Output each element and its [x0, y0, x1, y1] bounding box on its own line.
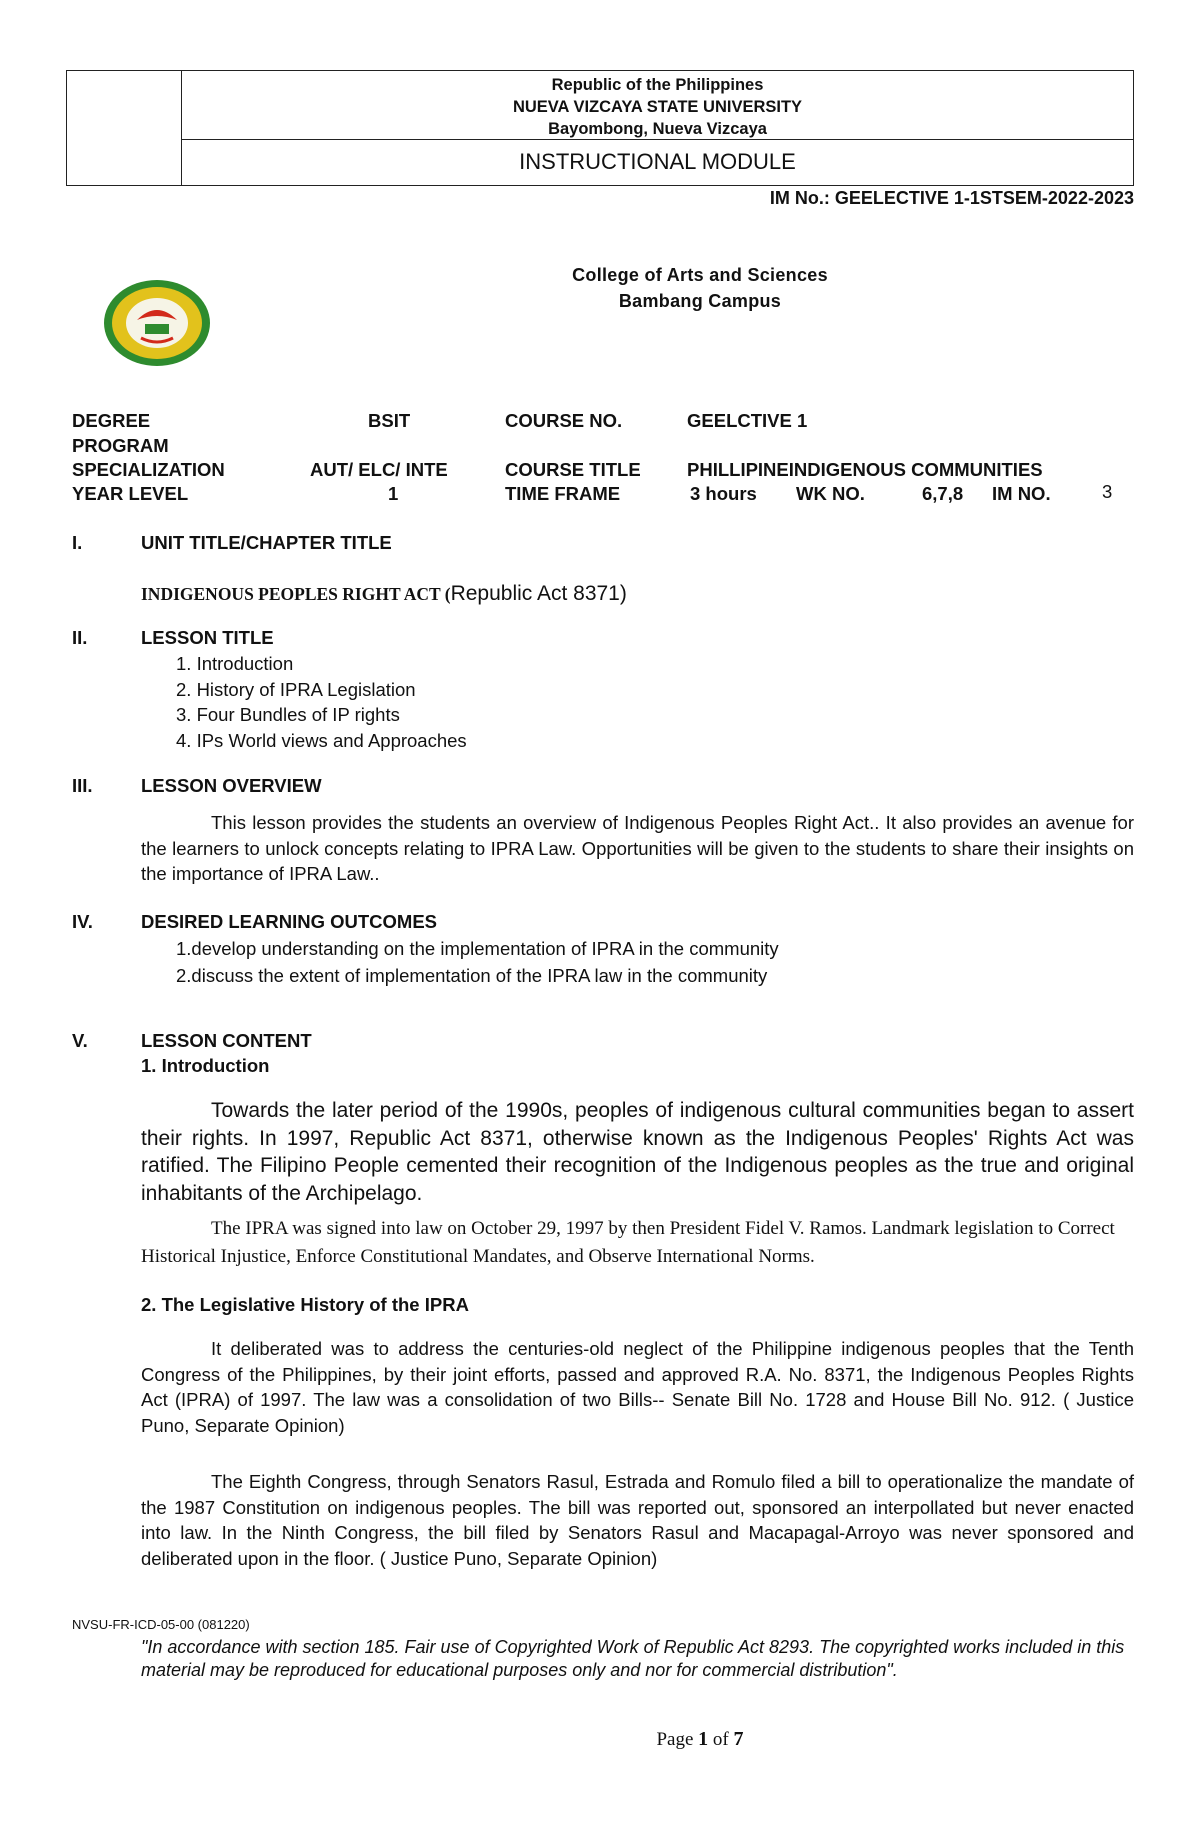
- list-item: 2. History of IPRA Legislation: [176, 678, 416, 700]
- legislative-text-2: The Eighth Congress, through Senators Rasul, Estrada and Romulo filed a bill to operationalize the mandate of the 1987 Constitution on indigenous peoples. The bill was reported out, sponsored an interpollated but never enacted into law. In the Ninth Congress, the bill filed by Senators Rasul and Macapagal-Arroyo was never sponsored and deliberated upon in the floor. ( Justice Puno, Separate Opinion): [141, 1471, 1134, 1570]
- page-current: 1: [698, 1728, 709, 1750]
- list-item: 1.develop understanding on the implementation of IPRA in the community: [176, 938, 779, 959]
- overview-paragraph: [141, 810, 1134, 887]
- section-2-title: LESSON TITLE: [141, 627, 274, 648]
- overview-text: This lesson provides the students an overview of Indigenous Peoples Right Act.. It also provides an avenue for the learners to unlock concepts relating to IPRA Law. Opportunities will be given to the students to share their insights on the importance of IPRA Law..: [141, 812, 1134, 885]
- list-item: 4. IPs World views and Approaches: [176, 729, 467, 751]
- section-2-number: II.: [72, 627, 88, 648]
- unit-title-ref: Republic Act 8371): [450, 582, 627, 605]
- section-3-number: III.: [72, 775, 93, 796]
- program-label: PROGRAM: [72, 435, 169, 456]
- legislative-paragraph-1: [141, 1336, 1134, 1439]
- header-institution-cell: [182, 71, 1133, 140]
- header-logo-cell: [67, 71, 182, 185]
- page-total: 7: [733, 1728, 744, 1750]
- section-3-title: LESSON OVERVIEW: [141, 775, 322, 796]
- ipra-signing-paragraph: [141, 1215, 1131, 1271]
- section-4-title: DESIRED LEARNING OUTCOMES: [141, 911, 438, 932]
- im-no-value: 3: [1102, 481, 1113, 502]
- introduction-text: Towards the later period of the 1990s, peoples of indigenous cultural communities began to assert their rights. In 1997, Republic Act 8371, otherwise known as the Indigenous Peoples' Rights Act was ratified. The Filipino People cemented their recognition of the Indigenous peoples as the true and original inhabitants of the Archipelago.: [141, 1099, 1134, 1205]
- list-item: 2.discuss the extent of implementation of the IPRA law in the community: [176, 964, 768, 986]
- time-frame-value: 3 hours: [690, 483, 757, 504]
- course-title-value: PHILLIPINEINDIGENOUS COMMUNITIES: [687, 459, 1043, 480]
- form-code: NVSU-FR-ICD-05-00 (081220): [72, 1617, 250, 1632]
- degree-value: BSIT: [368, 410, 411, 431]
- introduction-paragraph: [141, 1097, 1134, 1207]
- course-no-value: GEELCTIVE 1: [687, 410, 808, 431]
- year-level-value: 1: [388, 483, 399, 504]
- college-name: College of Arts and Sciences: [572, 265, 828, 285]
- campus-name: Bambang Campus: [618, 291, 782, 311]
- specialization-label: SPECIALIZATION: [72, 459, 225, 480]
- section-1-title: UNIT TITLE/CHAPTER TITLE: [141, 532, 392, 553]
- list-item: 1. Introduction: [176, 653, 294, 674]
- page-prefix: Page: [656, 1729, 699, 1750]
- time-frame-label: TIME FRAME: [505, 483, 621, 504]
- college-block: [0, 262, 1200, 314]
- im-no-label: IM NO.: [992, 483, 1051, 504]
- im-number: IM No.: GEELECTIVE 1-1STSEM-2022-2023: [769, 188, 1134, 208]
- legislative-paragraph-2: [141, 1469, 1134, 1572]
- subsection-introduction-title: 1. Introduction: [141, 1055, 270, 1076]
- legislative-text-1: It deliberated was to address the centuries-old neglect of the Philippine indigenous peoples that the Tenth Congress of the Philippines, by their joint efforts, passed and approved R.A. No. 8371, the Indigenous Peoples Rights Act (IPRA) of 1997. The law was a consolidation of two Bills-- Senate Bill No. 1728 and House Bill No. 912. ( Justice Puno, Separate Opinion): [141, 1338, 1134, 1437]
- page-of: of: [708, 1729, 734, 1750]
- module-title: INSTRUCTIONAL MODULE: [519, 149, 796, 174]
- wk-no-label: WK NO.: [796, 483, 865, 504]
- specialization-value: AUT/ ELC/ INTE: [310, 459, 448, 480]
- lesson-title-list: [176, 651, 467, 753]
- course-no-label: COURSE NO.: [505, 410, 623, 431]
- section-1-number: I.: [72, 532, 83, 553]
- copyright-note: "In accordance with section 185. Fair use of Copyrighted Work of Republic Act 8293. The copyrighted works included in this material may be reproduced for educational purposes only and nor for commercial distribution".: [141, 1637, 1125, 1680]
- ipra-signing-text: The IPRA was signed into law on October 29, 1997 by then President Fidel V. Ramos. Landmark legislation to Correct Historical Injustice, Enforce Constitutional Mandates, and Observe International Norms.: [141, 1218, 1115, 1267]
- section-5-title: LESSON CONTENT: [141, 1030, 312, 1051]
- degree-label: DEGREE: [72, 410, 151, 431]
- section-5-number: V.: [72, 1030, 88, 1051]
- year-level-label: YEAR LEVEL: [72, 483, 189, 504]
- list-item: 3. Four Bundles of IP rights: [176, 704, 400, 725]
- university-name: NUEVA VIZCAYA STATE UNIVERSITY: [512, 98, 803, 116]
- wk-no-value: 6,7,8: [922, 483, 964, 504]
- unit-title: [141, 582, 627, 606]
- university-location: Bayombong, Nueva Vizcaya: [548, 120, 767, 138]
- header-table: [66, 70, 1134, 186]
- page-number: [0, 1728, 1200, 1751]
- subsection-legislative-history-title: 2. The Legislative History of the IPRA: [141, 1294, 469, 1315]
- course-title-label: COURSE TITLE: [505, 459, 641, 480]
- outcomes-list: [176, 936, 779, 989]
- section-4-number: IV.: [72, 911, 93, 932]
- unit-title-name: INDIGENOUS PEOPLES RIGHT ACT (: [141, 584, 451, 604]
- republic-text: Republic of the Philippines: [551, 76, 764, 94]
